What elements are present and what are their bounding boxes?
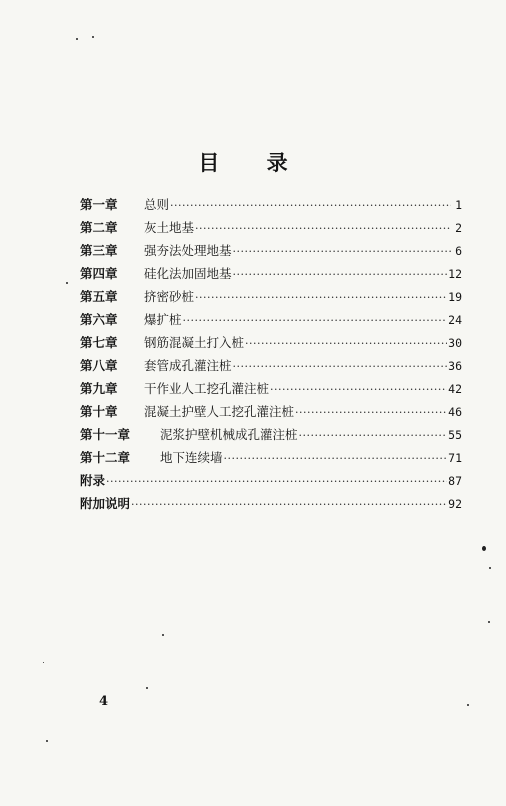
chapter-label: 第五章 — [80, 289, 118, 304]
page-ref: 24 — [448, 313, 462, 327]
toc-entry-4 — [80, 262, 462, 285]
chapter-title: 钢筋混凝土打入桩 — [144, 335, 245, 350]
chapter-label: 第八章 — [80, 358, 118, 373]
chapter-title: 挤密砂桩 — [144, 289, 195, 304]
leader-dots — [131, 493, 447, 516]
scan-speck — [43, 662, 44, 663]
page-ref: 19 — [448, 290, 462, 304]
leader-dots — [106, 470, 447, 493]
chapter-title: 套管成孔灌注桩 — [144, 358, 232, 373]
leader-dots — [299, 424, 448, 447]
scan-speck — [488, 621, 490, 623]
toc-title: 目 录 — [198, 150, 308, 175]
page-ref: 36 — [448, 359, 462, 373]
leader-dots — [170, 194, 451, 217]
chapter-title: 灰土地基 — [144, 220, 195, 235]
scan-speck — [92, 36, 94, 38]
chapter-title: 强夯法处理地基 — [144, 243, 232, 258]
scan-speck — [76, 38, 78, 40]
chapter-label: 第六章 — [80, 312, 118, 327]
page-ref: 30 — [448, 336, 462, 350]
toc-entry-2 — [80, 216, 462, 239]
page-ref: 46 — [448, 405, 462, 419]
chapter-title: 总则 — [144, 197, 170, 212]
toc-entry-3 — [80, 239, 462, 262]
leader-dots — [233, 240, 451, 263]
page-ref: 1 — [455, 198, 462, 212]
page-ref: 87 — [448, 474, 462, 488]
toc-entry-10 — [80, 400, 462, 423]
chapter-label: 第十一章 — [80, 427, 131, 442]
toc-entry-5 — [80, 285, 462, 308]
chapter-title: 爆扩桩 — [144, 312, 182, 327]
toc-entry-1 — [80, 193, 462, 216]
scan-speck — [162, 634, 164, 636]
toc-entry-11 — [80, 423, 462, 446]
scan-speck — [46, 740, 48, 742]
leader-dots — [195, 286, 447, 309]
leader-dots — [270, 378, 447, 401]
scan-speck — [482, 546, 486, 551]
chapter-label: 第七章 — [80, 335, 118, 350]
chapter-label: 第十二章 — [80, 450, 131, 465]
chapter-label: 第十章 — [80, 404, 118, 419]
toc-entry-7 — [80, 331, 462, 354]
leader-dots — [233, 263, 448, 286]
chapter-label: 第九章 — [80, 381, 118, 396]
page-ref: 71 — [448, 451, 462, 465]
toc-entry-8 — [80, 354, 462, 377]
toc-entry-9 — [80, 377, 462, 400]
leader-dots — [224, 447, 448, 470]
chapter-title: 泥浆护壁机械成孔灌注桩 — [160, 427, 298, 442]
scan-speck — [66, 282, 68, 284]
chapter-label: 第三章 — [80, 243, 118, 258]
page-ref: 12 — [448, 267, 462, 281]
leader-dots — [245, 332, 447, 355]
chapter-title: 混凝土护壁人工挖孔灌注桩 — [144, 404, 295, 419]
scan-speck — [489, 567, 491, 569]
chapter-label: 第四章 — [80, 266, 118, 281]
toc-entry-notes — [80, 492, 462, 515]
leader-dots — [233, 355, 448, 378]
leader-dots — [195, 217, 451, 240]
chapter-title: 干作业人工挖孔灌注桩 — [144, 381, 270, 396]
page-ref: 92 — [448, 497, 462, 511]
chapter-title: 硅化法加固地基 — [144, 266, 232, 281]
chapter-label: 第一章 — [80, 197, 118, 212]
page-ref: 55 — [448, 428, 462, 442]
toc-entry-12 — [80, 446, 462, 469]
chapter-title: 附加说明 — [80, 496, 131, 511]
leader-dots — [295, 401, 447, 424]
toc-entry-appendix — [80, 469, 462, 492]
chapter-title: 地下连续墙 — [160, 450, 223, 465]
chapter-title: 附录 — [80, 473, 106, 488]
scan-speck — [146, 687, 148, 689]
page-ref: 6 — [455, 244, 462, 258]
page-number: 4 — [99, 694, 109, 709]
scan-speck — [467, 704, 469, 706]
toc-entry-6 — [80, 308, 462, 331]
leader-dots — [183, 309, 448, 332]
table-of-contents — [80, 193, 462, 515]
page-ref: 42 — [448, 382, 462, 396]
page-ref: 2 — [455, 221, 462, 235]
chapter-label: 第二章 — [80, 220, 118, 235]
